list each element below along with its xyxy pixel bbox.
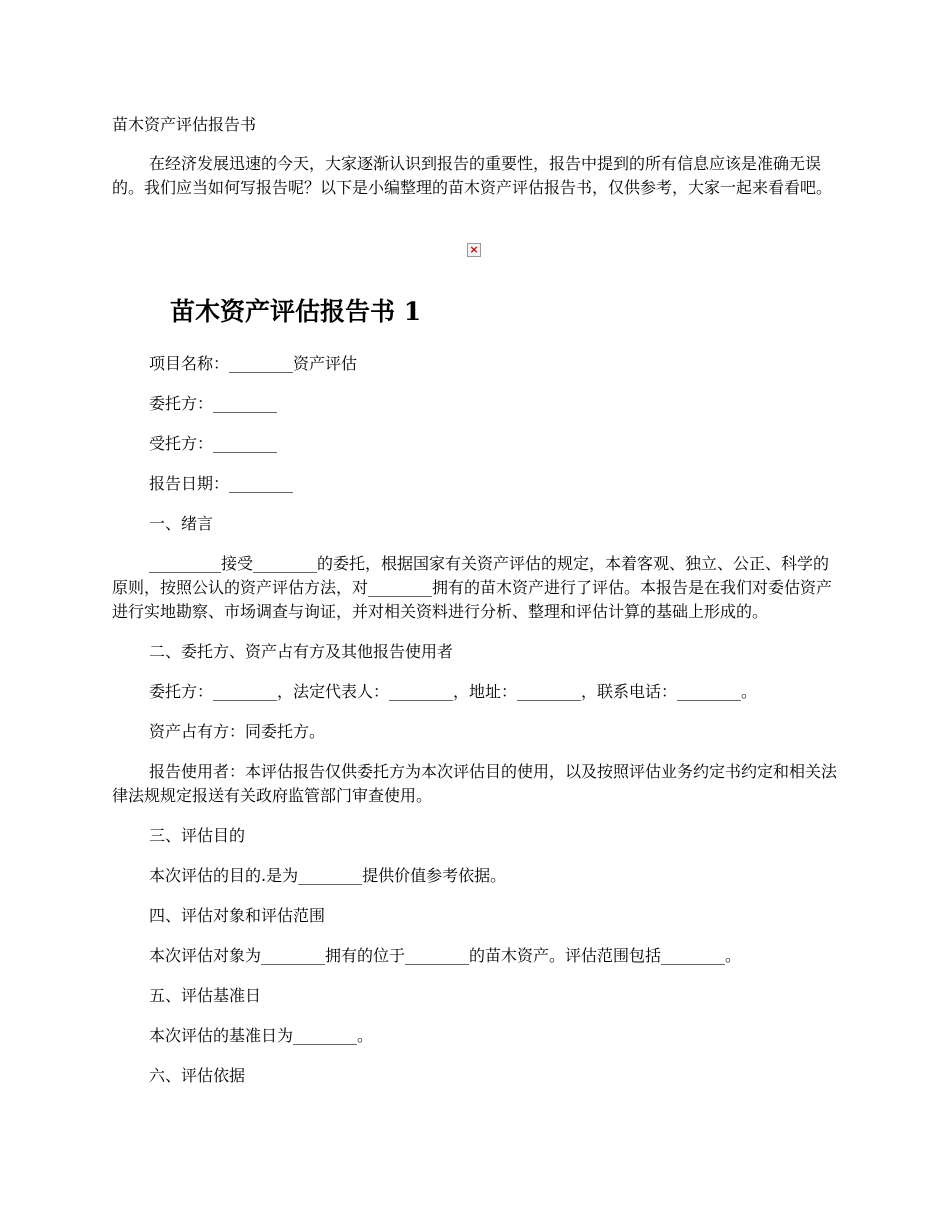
basis-heading: 六、评估依据 [149,1066,246,1085]
section-introduction-heading: 一、绪言 [149,514,214,533]
client-details-line: 委托方：________，法定代表人：________，地址：________，联系电话：________。 [149,682,758,701]
section-heading: 苗木资产评估报告书 1 [170,297,422,326]
asset-owner-line: 资产占有方：同委托方。 [149,722,326,741]
broken-image-mark: × [469,243,479,256]
project-name-line: 项目名称：________资产评估 [149,354,358,373]
purpose-heading: 三、评估目的 [149,826,246,845]
broken-image-icon [467,243,481,257]
report-content [112,352,840,1104]
introduction-paragraph: _________接受________的委托，根据国家有关资产评估的规定，本着客观、独立、公正、科学的原则，按照公认的资产评估方法，对________拥有的苗木资产进行了评估。本报告是在我们对委估资产进行实地勘察、市场调查与询证，并对相关资料进行分析、整理和评估计算的基础上形成的。 [112,554,833,621]
intro-paragraph: 在经济发展迅速的今天，大家逐渐认识到报告的重要性，报告中提到的所有信息应该是准确无误的。我们应当如何写报告呢？以下是小编整理的苗木资产评估报告书，仅供参考，大家一起来看看吧。 [112,154,833,197]
client-line: 委托方：________ [149,394,278,413]
base-date-paragraph: 本次评估的基准日为________。 [149,1026,374,1045]
document-title: 苗木资产评估报告书 [112,115,257,134]
report-users-paragraph: 报告使用者：本评估报告仅供委托方为本次评估目的使用，以及按照评估业务约定书约定和相关法律法规规定报送有关政府监管部门审查使用。 [112,762,838,805]
base-date-heading: 五、评估基准日 [149,986,262,1005]
purpose-paragraph: 本次评估的目的.是为________提供价值参考依据。 [149,866,507,885]
scope-paragraph: 本次评估对象为________拥有的位于________的苗木资产。评估范围包括________。 [149,946,742,965]
scope-heading: 四、评估对象和评估范围 [149,906,326,925]
report-date-line: 报告日期：________ [149,474,294,493]
contractor-line: 受托方：________ [149,434,278,453]
parties-heading: 二、委托方、资产占有方及其他报告使用者 [149,642,454,661]
